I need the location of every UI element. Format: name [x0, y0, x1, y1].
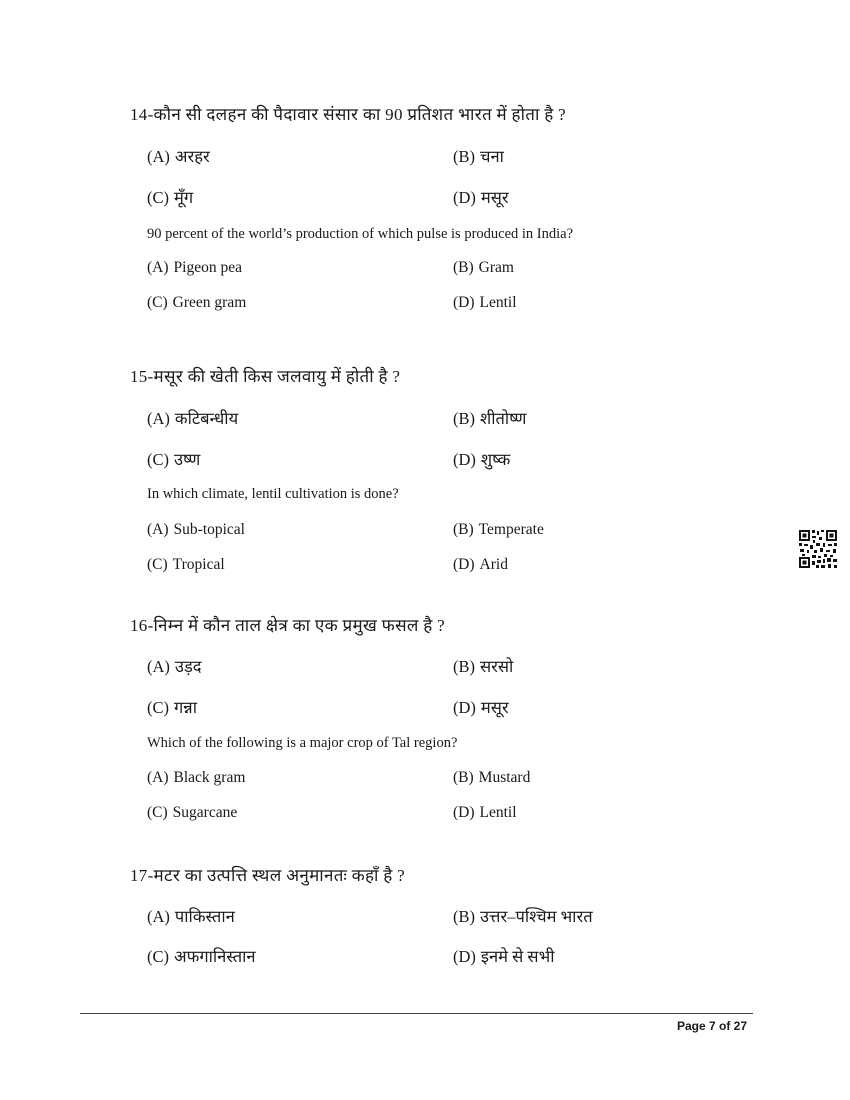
option-d-english: (D) Lentil — [453, 804, 517, 821]
option-b-hindi: (B) उत्तर–पश्चिम भारत — [453, 907, 593, 926]
question-15-english: In which climate, lentil cultivation is done? — [147, 486, 399, 502]
option-b-hindi: (B) चना — [453, 147, 504, 166]
page-number: Page 7 of 27 — [676, 1019, 747, 1033]
option-c-english: (C) Sugarcane — [147, 804, 238, 821]
option-a-hindi: (A) अरहर — [147, 147, 210, 166]
option-a-english: (A) Black gram — [147, 769, 246, 786]
option-c-hindi: (C) उष्ण — [147, 450, 201, 469]
option-a-hindi: (A) कटिबन्धीय — [147, 409, 239, 428]
option-a-english: (A) Pigeon pea — [147, 259, 242, 276]
option-b-english: (B) Mustard — [453, 769, 531, 786]
option-d-hindi: (D) मसूर — [453, 188, 509, 207]
option-a-hindi: (A) उड़द — [147, 657, 202, 676]
footer-divider — [80, 1013, 753, 1014]
option-d-hindi: (D) इनमे से सभी — [453, 947, 555, 966]
question-17-hindi: 17-मटर का उत्पत्ति स्थल अनुमानतः कहाँ है ? — [130, 866, 406, 885]
option-b-hindi: (B) सरसो — [453, 657, 514, 676]
question-14-english: 90 percent of the world’s production of which pulse is produced in India? — [147, 226, 574, 242]
qr-code-icon — [798, 529, 838, 569]
option-c-english: (C) Green gram — [147, 294, 247, 311]
option-c-english: (C) Tropical — [147, 556, 225, 573]
question-16-english: Which of the following is a major crop of Tal region? — [147, 735, 458, 751]
option-d-english: (D) Lentil — [453, 294, 517, 311]
question-16-hindi: 16-निम्न में कौन ताल क्षेत्र का एक प्रमुख फसल है ? — [130, 616, 445, 635]
option-b-hindi: (B) शीतोष्ण — [453, 409, 527, 428]
question-14-hindi: 14-कौन सी दलहन की पैदावार संसार का 90 प्रतिशत भारत में होता है ? — [130, 105, 566, 124]
option-c-hindi: (C) गन्ना — [147, 698, 197, 717]
option-a-hindi: (A) पाकिस्तान — [147, 907, 235, 926]
question-15-hindi: 15-मसूर की खेती किस जलवायु में होती है ? — [130, 367, 401, 386]
option-b-english: (B) Temperate — [453, 521, 544, 538]
option-d-hindi: (D) शुष्क — [453, 450, 511, 469]
option-d-hindi: (D) मसूर — [453, 698, 509, 717]
option-d-english: (D) Arid — [453, 556, 508, 573]
option-c-hindi: (C) अफगानिस्तान — [147, 947, 256, 966]
option-a-english: (A) Sub-topical — [147, 521, 245, 538]
option-c-hindi: (C) मूँग — [147, 188, 194, 207]
option-b-english: (B) Gram — [453, 259, 514, 276]
